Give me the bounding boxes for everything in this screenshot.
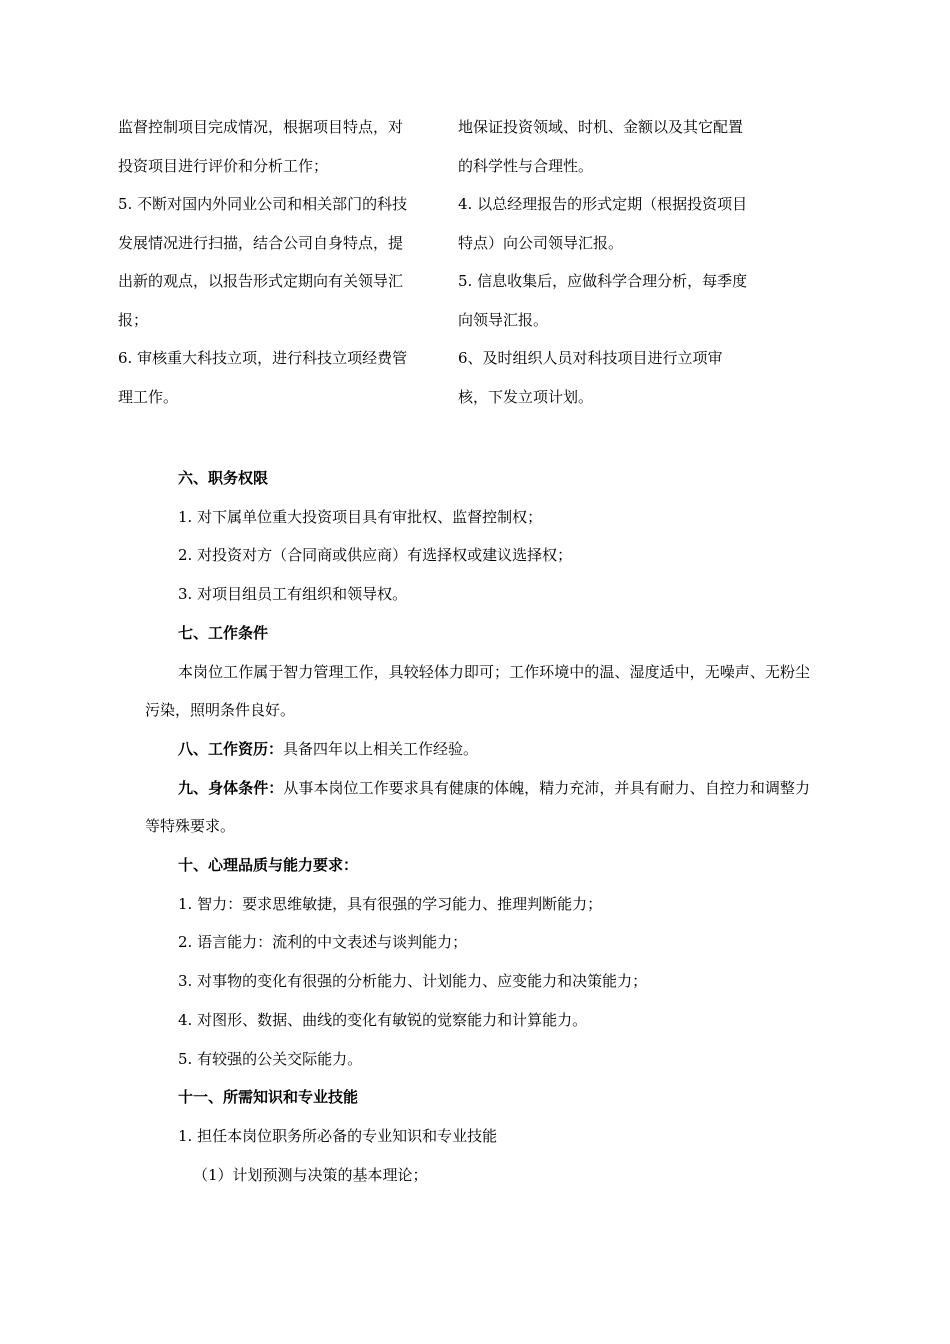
left-line: 出新的观点，以报告形式定期向有关领导汇 [118, 272, 404, 290]
ability-item: 5. 有较强的公关交际能力。 [178, 1049, 363, 1068]
left-line: 5. 不断对国内外同业公司和相关部门的科技 [118, 195, 408, 213]
conditions-paragraph: 本岗位工作属于智力管理工作，具较轻体力即可；工作环境中的温、湿度适中，无噪声、无粉尘污染，照明条件良好。 [145, 662, 810, 720]
authority-item: 3. 对项目组员工有组织和领导权。 [178, 585, 408, 604]
right-line: 6、及时组织人员对科技项目进行立项审 [458, 349, 723, 367]
section-heading-psychology: 十、心理品质与能力要求： [178, 856, 359, 875]
left-column [118, 108, 443, 416]
authority-item: 1. 对下属单位重大投资项目具有审批权、监督控制权； [178, 507, 543, 526]
right-line: 向领导汇报。 [458, 310, 549, 329]
experience-text: 具备四年以上相关工作经验。 [283, 739, 479, 758]
left-line: 报； [118, 310, 149, 329]
left-line: 监督控制项目完成情况，根据项目特点，对 [118, 118, 404, 136]
physical-text: 从事本岗位工作要求具有健康的体魄，精力充沛，并具有耐力、自控力和调整力等特殊要求。 [145, 778, 810, 836]
right-column [458, 108, 788, 416]
ability-item: 1. 智力：要求思维敏捷，具有很强的学习能力、推理判断能力； [178, 894, 603, 913]
left-line: 发展情况进行扫描，结合公司自身特点，提 [118, 233, 404, 252]
right-line: 的科学性与合理性。 [458, 156, 594, 175]
ability-item: 3. 对事物的变化有很强的分析能力、计划能力、应变能力和决策能力； [178, 972, 648, 991]
left-line: 理工作。 [118, 387, 179, 406]
right-line: 5. 信息收集后，应做科学合理分析，每季度 [458, 272, 748, 290]
main-body [145, 459, 810, 1194]
knowledge-item: 1. 担任本岗位职务所必备的专业知识和专业技能 [178, 1126, 498, 1145]
experience-line [145, 730, 810, 769]
knowledge-subitem: （1）计划预测与决策的基本理论； [193, 1165, 428, 1184]
left-line: 6. 审核重大科技立项，进行科技立项经费管 [118, 349, 408, 367]
ability-item: 4. 对图形、数据、曲线的变化有敏锐的觉察能力和计算能力。 [178, 1010, 588, 1029]
section-heading-conditions: 七、工作条件 [178, 623, 269, 642]
right-line: 特点）向公司领导汇报。 [458, 233, 624, 252]
right-line: 核，下发立项计划。 [458, 387, 594, 406]
physical-paragraph [145, 769, 810, 846]
section-heading-physical: 九、身体条件： [178, 778, 284, 797]
section-heading-authority: 六、职务权限 [178, 469, 269, 487]
right-line: 4. 以总经理报告的形式定期（根据投资项目 [458, 195, 748, 213]
ability-item: 2. 语言能力：流利的中文表述与谈判能力； [178, 933, 468, 952]
authority-item: 2. 对投资对方（合同商或供应商）有选择权或建议选择权； [178, 546, 573, 565]
left-line: 投资项目进行评价和分析工作； [118, 156, 329, 175]
section-heading-knowledge: 十一、所需知识和专业技能 [178, 1088, 359, 1107]
right-line: 地保证投资领域、时机、金额以及其它配置 [458, 118, 744, 136]
section-heading-experience: 八、工作资历： [178, 739, 284, 758]
